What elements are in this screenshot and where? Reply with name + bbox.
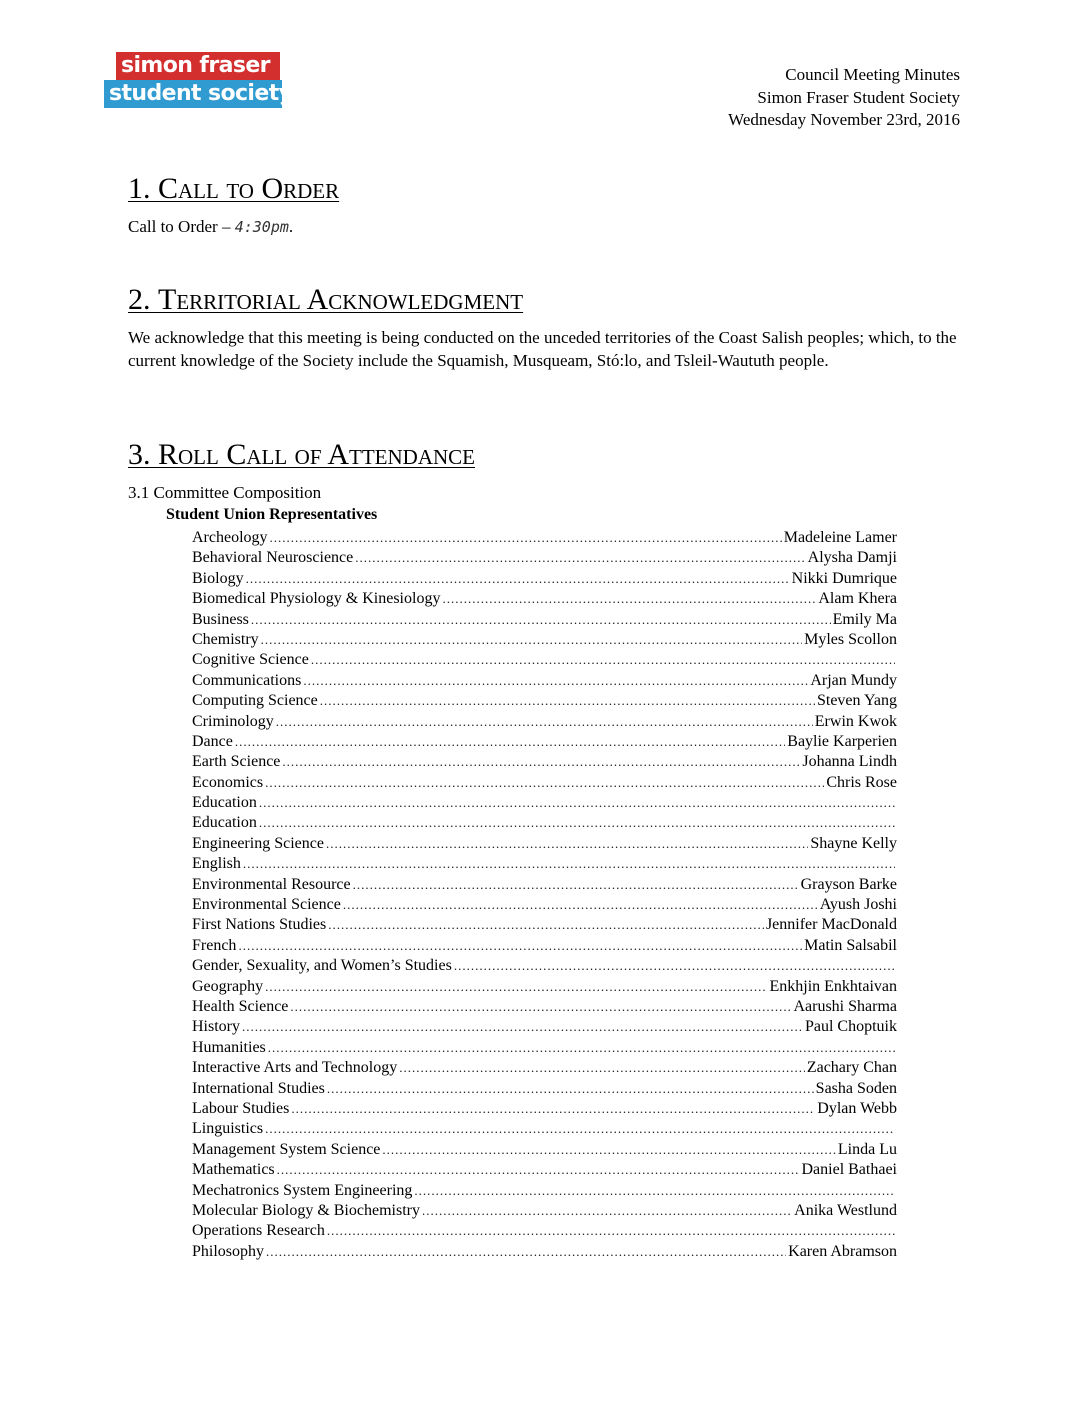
roster-row xyxy=(192,650,897,670)
roster-row xyxy=(192,1058,897,1078)
department-name: Earth Science xyxy=(192,753,281,771)
dot-leader xyxy=(265,773,824,793)
roster-row xyxy=(192,936,897,956)
department-name: Biology xyxy=(192,569,244,587)
dot-leader xyxy=(326,834,808,854)
dot-leader xyxy=(282,752,800,772)
dot-leader xyxy=(242,1017,803,1037)
department-name: Gender, Sexuality, and Women’s Studies xyxy=(192,957,452,975)
dot-leader xyxy=(276,712,813,732)
document-header xyxy=(728,64,960,132)
roster-row xyxy=(192,752,897,772)
dot-leader xyxy=(238,936,802,956)
section-3-title: Roll Call of Attendance xyxy=(158,438,475,471)
roster-row xyxy=(192,834,897,854)
department-name: Economics xyxy=(192,773,264,791)
roster-row xyxy=(192,1140,897,1160)
department-name: Education xyxy=(192,794,257,812)
department-name: Labour Studies xyxy=(192,1099,290,1117)
department-name: Humanities xyxy=(192,1038,266,1056)
representative-name: Myles Scollon xyxy=(804,630,897,648)
representative-name: Anika Westlund xyxy=(794,1201,897,1219)
representative-name: Alam Khera xyxy=(818,590,897,608)
call-to-order-end: . xyxy=(288,217,294,236)
roster-row xyxy=(192,1221,897,1241)
roster-row xyxy=(192,915,897,935)
dot-leader xyxy=(290,997,791,1017)
department-name: Computing Science xyxy=(192,692,318,710)
roster-row xyxy=(192,589,897,609)
roster-row xyxy=(192,712,897,732)
department-name: Business xyxy=(192,610,249,628)
department-name: Mechatronics System Engineering xyxy=(192,1181,413,1199)
dot-leader xyxy=(343,895,818,915)
territorial-acknowledgment-text: We acknowledge that this meeting is being conducted on the unceded territories of the Coast Salish peoples; which, to the current knowledge of the Society include the Squamish, Musqueam, Stó:lo, and Tsleil-Waututh people. xyxy=(128,328,957,370)
dot-leader xyxy=(277,1160,800,1180)
department-name: History xyxy=(192,1018,240,1036)
representative-name: Ayush Joshi xyxy=(819,896,897,914)
student-union-representatives-heading: Student Union Representatives xyxy=(166,506,378,523)
section-3-number: 3. xyxy=(128,438,158,471)
dot-leader xyxy=(414,1181,895,1201)
representative-name: Madeleine Lamer xyxy=(783,529,897,546)
department-name: Management System Science xyxy=(192,1140,381,1158)
dot-leader xyxy=(265,1119,895,1139)
dot-leader xyxy=(291,1099,815,1119)
dot-leader xyxy=(328,915,764,935)
department-name: Linguistics xyxy=(192,1120,264,1138)
header-date: Wednesday November 23rd, 2016 xyxy=(728,110,960,129)
department-name: Biomedical Physiology & Kinesiology xyxy=(192,590,441,608)
department-name: Chemistry xyxy=(192,630,259,648)
department-name: Molecular Biology & Biochemistry xyxy=(192,1201,420,1219)
roster-row xyxy=(192,1160,897,1180)
section-1-number: 1. xyxy=(128,172,158,205)
department-name: Communications xyxy=(192,671,302,689)
dot-leader xyxy=(422,1201,792,1221)
department-name: International Studies xyxy=(192,1079,325,1097)
dot-leader xyxy=(320,691,815,711)
dot-leader xyxy=(270,528,782,548)
representative-name: Sasha Soden xyxy=(815,1079,897,1097)
department-name: Operations Research xyxy=(192,1222,325,1240)
roster-row xyxy=(192,1099,897,1119)
dot-leader xyxy=(251,610,831,630)
roster-row xyxy=(192,1079,897,1099)
representative-name: Chris Rose xyxy=(826,773,897,791)
department-name: French xyxy=(192,936,237,954)
representative-name: Zachary Chan xyxy=(806,1059,897,1077)
department-name: Cognitive Science xyxy=(192,651,309,669)
header-title: Council Meeting Minutes xyxy=(785,65,960,84)
roster-row xyxy=(192,793,897,813)
dot-leader xyxy=(235,732,785,752)
department-name: Archeology xyxy=(192,529,268,546)
roster-row xyxy=(192,671,897,691)
roster-row xyxy=(192,875,897,895)
dot-leader xyxy=(442,589,816,609)
dot-leader xyxy=(259,813,895,833)
department-name: English xyxy=(192,855,241,873)
section-3-heading xyxy=(128,438,475,472)
roster-row xyxy=(192,956,897,976)
section-1-heading xyxy=(128,172,339,206)
department-name: Environmental Science xyxy=(192,896,341,914)
department-name: Environmental Resource xyxy=(192,875,351,893)
roster-row xyxy=(192,569,897,589)
representative-name: Aarushi Sharma xyxy=(793,997,897,1015)
sfss-logo xyxy=(104,52,293,108)
section-2-heading xyxy=(128,283,523,317)
dot-leader xyxy=(454,956,895,976)
representative-list xyxy=(192,528,897,1262)
section-2-title: Territorial Acknowledgment xyxy=(158,283,524,316)
representative-name: Alysha Damji xyxy=(807,549,897,567)
dot-leader xyxy=(243,854,895,874)
representative-name: Dylan Webb xyxy=(817,1099,897,1117)
representative-name: Nikki Dumrique xyxy=(791,569,897,587)
department-name: Engineering Science xyxy=(192,834,324,852)
roster-row xyxy=(192,630,897,650)
dot-leader xyxy=(268,1038,895,1058)
dot-leader xyxy=(266,1242,786,1262)
department-name: Behavioral Neuroscience xyxy=(192,549,354,567)
dot-leader xyxy=(327,1079,814,1099)
representative-name: Baylie Karperien xyxy=(787,732,897,750)
roster-row xyxy=(192,610,897,630)
committee-composition-subheading: 3.1 Committee Composition xyxy=(128,483,322,502)
department-name: Mathematics xyxy=(192,1161,275,1179)
header-organization: Simon Fraser Student Society xyxy=(757,87,960,107)
representative-name: Paul Choptuik xyxy=(804,1018,897,1036)
roster-row xyxy=(192,895,897,915)
roster-row xyxy=(192,1038,897,1058)
call-to-order-time: 4:30pm xyxy=(234,218,289,236)
dot-leader xyxy=(311,650,895,670)
roster-row xyxy=(192,732,897,752)
section-2-number: 2. xyxy=(128,283,158,316)
roster-row xyxy=(192,773,897,793)
call-to-order-text xyxy=(128,216,293,239)
roster-row xyxy=(192,548,897,568)
roster-row xyxy=(192,813,897,833)
roster-row xyxy=(192,1201,897,1221)
dot-leader xyxy=(355,548,805,568)
dot-leader xyxy=(382,1140,836,1160)
representative-name: Johanna Lindh xyxy=(802,753,897,771)
dot-leader xyxy=(265,977,767,997)
roster-row xyxy=(192,691,897,711)
call-to-order-label: Call to Order – xyxy=(128,217,235,236)
representative-name: Daniel Bathaei xyxy=(801,1161,897,1179)
representative-name: Erwin Kwok xyxy=(814,712,897,730)
roster-row xyxy=(192,528,897,548)
representative-name: Linda Lu xyxy=(837,1140,897,1158)
department-name: Criminology xyxy=(192,712,274,730)
dot-leader xyxy=(246,569,790,589)
department-name: Dance xyxy=(192,732,233,750)
logo-line-top: simon fraser xyxy=(116,52,280,80)
dot-leader xyxy=(261,630,802,650)
department-name: Philosophy xyxy=(192,1242,265,1260)
representative-name: Karen Abramson xyxy=(788,1242,897,1260)
representative-name: Shayne Kelly xyxy=(810,834,897,852)
department-name: Geography xyxy=(192,977,264,995)
roster-row xyxy=(192,1242,897,1262)
dot-leader xyxy=(353,875,799,895)
representative-name: Enkhjin Enkhtaivan xyxy=(769,977,897,995)
department-name: First Nations Studies xyxy=(192,916,327,934)
department-name: Interactive Arts and Technology xyxy=(192,1059,398,1077)
dot-leader xyxy=(259,793,895,813)
dot-leader xyxy=(399,1058,805,1078)
representative-name: Emily Ma xyxy=(832,610,897,628)
dot-leader xyxy=(327,1221,895,1241)
department-name: Education xyxy=(192,814,257,832)
roster-row xyxy=(192,854,897,874)
representative-name: Matin Salsabil xyxy=(804,936,897,954)
representative-name: Grayson Barke xyxy=(800,875,897,893)
dot-leader xyxy=(303,671,808,691)
section-1-title: Call to Order xyxy=(158,172,340,205)
representative-name: Jennifer MacDonald xyxy=(765,916,897,934)
representative-name: Arjan Mundy xyxy=(810,671,897,689)
roster-row xyxy=(192,977,897,997)
department-name: Health Science xyxy=(192,997,289,1015)
roster-row xyxy=(192,1181,897,1201)
logo-line-bottom: student society xyxy=(104,80,282,108)
roster-row xyxy=(192,1119,897,1139)
roster-row xyxy=(192,997,897,1017)
representative-name: Steven Yang xyxy=(816,692,897,710)
roster-row xyxy=(192,1017,897,1037)
